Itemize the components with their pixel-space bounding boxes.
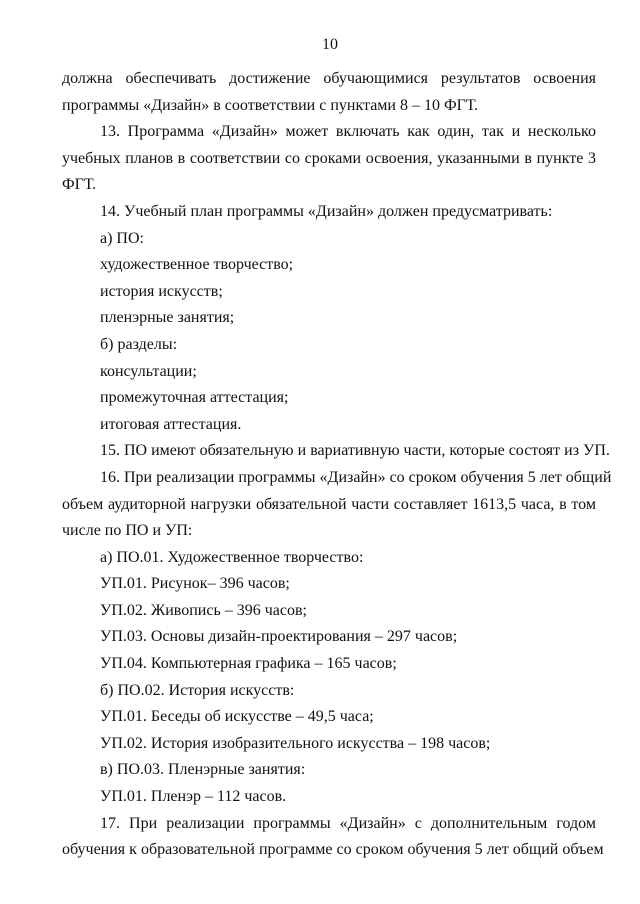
text-line: 14. Учебный план программы «Дизайн» должен предусматривать: <box>100 202 553 220</box>
text-line: 13. Программа «Дизайн» может включать как один, так и несколько <box>100 123 596 141</box>
page-number: 10 <box>322 36 338 53</box>
text-line: обучения к образовательной программе со сроком обучения 5 лет общий объем <box>62 841 604 859</box>
text-line: объем аудиторной нагрузки обязательной части составляет 1613,5 часа, в том <box>62 495 596 513</box>
text-line: 17. При реализации программы «Дизайн» с дополнительным годом <box>100 814 596 832</box>
text-line: художественное творчество; <box>100 256 294 274</box>
text-line: промежуточная аттестация; <box>100 389 289 407</box>
text-line: УП.04. Компьютерная графика – 165 часов; <box>100 655 397 673</box>
text-line: итоговая аттестация. <box>100 415 242 433</box>
text-line: УП.01. Рисунок– 396 часов; <box>100 575 290 593</box>
text-line: б) ПО.02. История искусств: <box>100 681 295 699</box>
text-line: учебных планов в соответствии со сроками освоения, указанными в пункте 3 <box>62 149 596 167</box>
text-line: история искусств; <box>100 282 223 300</box>
text-line: числе по ПО и УП: <box>62 522 193 540</box>
text-line: должна обеспечивать достижение обучающимися результатов освоения <box>62 70 596 87</box>
text-line: а) ПО.01. Художественное творчество: <box>100 548 364 566</box>
text-line: УП.01. Пленэр – 112 часов. <box>100 788 287 806</box>
text-line: УП.02. История изобразительного искусства – 198 часов; <box>100 734 491 752</box>
document-body <box>62 66 612 864</box>
text-line: а) ПО: <box>100 229 144 247</box>
text-line: УП.03. Основы дизайн-проектирования – 297 часов; <box>100 628 458 646</box>
text-line: УП.01. Беседы об искусстве – 49,5 часа; <box>100 708 374 726</box>
text-line: 15. ПО имеют обязательную и вариативную части, которые состоят из УП. <box>100 442 610 460</box>
text-line: б) разделы: <box>100 335 178 353</box>
text-line: УП.02. Живопись – 396 часов; <box>100 601 307 619</box>
text-line: ФГТ. <box>62 176 97 194</box>
text-line: в) ПО.03. Пленэрные занятия: <box>100 761 306 779</box>
text-line: консультации; <box>100 362 197 380</box>
text-line: пленэрные занятия; <box>100 309 235 327</box>
text-line: программы «Дизайн» в соответствии с пунктами 8 – 10 ФГТ. <box>62 96 479 114</box>
text-line: 16. При реализации программы «Дизайн» со сроком обучения 5 лет общий <box>100 468 612 486</box>
